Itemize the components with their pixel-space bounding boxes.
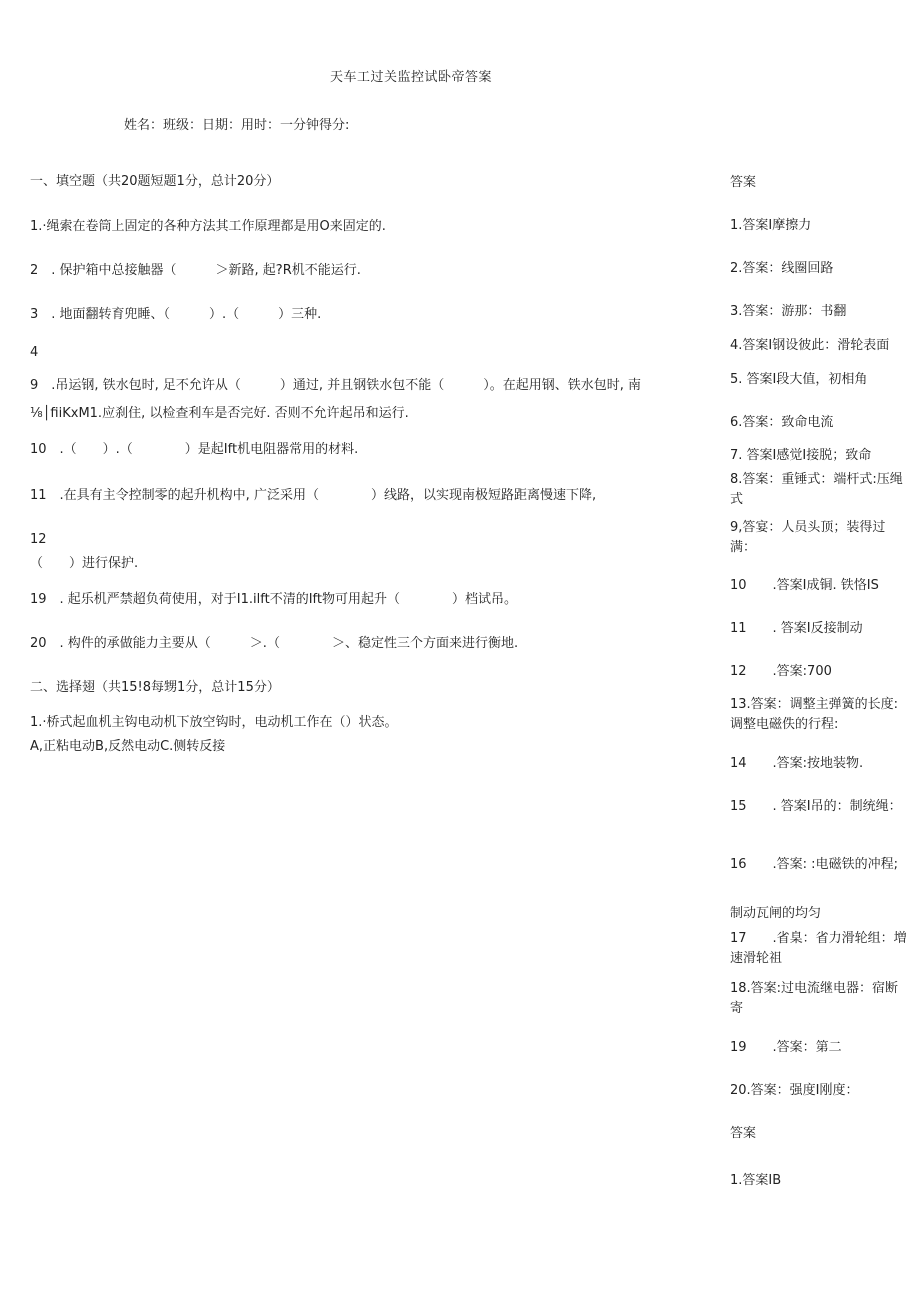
question-19: 19 . 起乐机严禁超负荷使用，对于I1.ilft不清的Ift物可用起升（ ）档试吊。 [30,592,517,607]
answer-4: 4.答案I钢设彼此：滑轮表面 [730,338,890,353]
section-heading: 一、填空题（共20题短题1分，总计20分） [30,174,280,189]
question-2: 2 . 保护箱中总接触器（ ＞新路, 起?R机不能运行. [30,263,361,278]
question-11: 11 .在具有主令控制零的起升机构中, 广泛采用（ ）线路，以实现南极短路距离慢速下降, [30,488,597,503]
answer-1: 1.答案I摩擦力 [730,218,812,233]
answer-16-continued: 制动瓦闸的均匀 [730,906,822,921]
answer-9: 9,答宴：人员头顶；装得过满： [730,520,886,556]
page-title: 天车工过关监控试卧帝答案 [330,70,493,85]
answer-13: 13.答案：调整主弹簧的长度:调整电磁佚的行程: [730,697,899,733]
answer-10: 10 .答案I成铜. 铁恪IS [730,578,879,593]
question-1-options: A,正粘电动B,反然电动C.侧转反接 [30,739,226,754]
answer-17: 17 .省臬：省力滑轮组：増速滑轮祖 [730,931,907,967]
answer-7: 7. 答案I感觉I接脱；致命 [730,448,872,463]
answer-12: 12 .答案:700 [730,664,832,679]
answer-15: 15 . 答案I吊的：制统绳： [730,799,902,814]
answer-6: 6.答案：致命电流 [730,415,834,430]
question-20: 20 . 构件的承做能力主要从（ ＞.（ ＞、稳定性三个方面来进行衡地. [30,636,519,651]
answer-18: 18.答案:过电流继电器：宿断寄 [730,981,899,1017]
question-4: 4 [30,345,39,360]
question-12-number: 12 [30,532,47,547]
answer-2: 2.答案：线圈回路 [730,261,834,276]
answer-1: 1.答案IB [730,1173,782,1188]
question-12: （ ）进行保护. [30,556,139,571]
question-1: 1.·桥式起血机主钩电动机下放空钩时，电动机工作在（）状态。 [30,715,398,730]
answer-5: 5. 答案I段大值，初相角 [730,372,868,387]
student-info-line: 姓名：班级：日期：用时：一分钟得分: [124,118,350,133]
answer-19: 19 .答案：第二 [730,1040,842,1055]
question-10: 10 .（ ）.（ ）是起Ift机电阻器常用的材料. [30,442,359,457]
answer-11: 11 . 答案I反接制动 [730,621,863,636]
answers-header: 答案 [730,175,757,190]
answers-header: 答案 [730,1126,757,1141]
answer-14: 14 .答案:按地装物. [730,756,864,771]
question-9: 9 .吊运钢, 铁水包时, 足不允许从（ ）通过, 并且钢铁水包不能（ ）。在起用钢、铁水包时, 南 [30,378,641,393]
answer-20: 20.答案：强度I刚度： [730,1083,859,1098]
question-3: 3 . 地面翻转育兜睡、（ ）.（ ）三种. [30,307,322,322]
answer-3: 3.答案：游那：书翻 [730,304,847,319]
question-1: 1.·绳索在卷筒上固定的各种方法其工作原理都是用O来固定的. [30,219,386,234]
question-9-continued: ⅛│fiiKxM1.应刹住, 以检查利车是否完好. 否则不允许起吊和运行. [30,406,409,421]
answer-16: 16 .答案: :电磁铁的冲程; [730,857,898,872]
section-heading: 二、选择翅（共15!8每甥1分，总计15分） [30,680,280,695]
answer-8: 8.答案：重锤式：端杆式:压绳式 [730,472,903,508]
